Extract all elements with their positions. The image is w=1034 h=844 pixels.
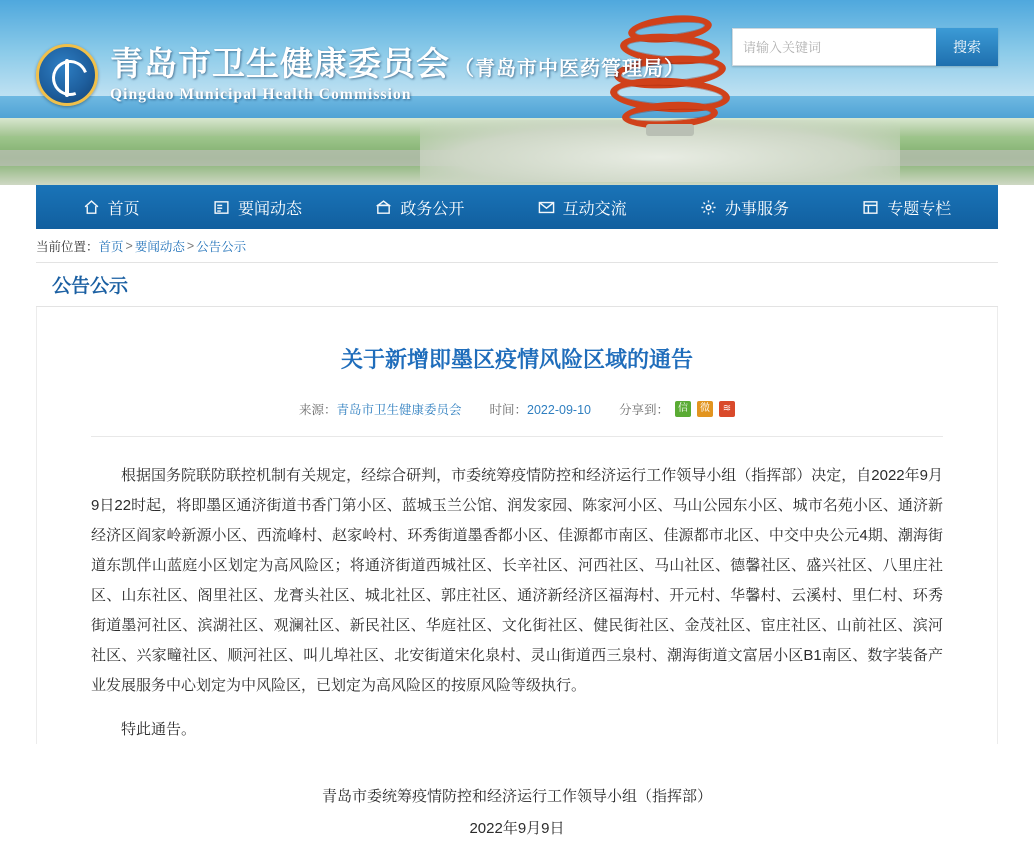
article-title: 关于新增即墨区疫情风险区域的通告 xyxy=(37,307,997,376)
wechat-share-icon[interactable]: 信 xyxy=(675,401,691,417)
breadcrumb-item-notice[interactable]: 公告公示 xyxy=(196,237,246,255)
nav-label-columns: 专题专栏 xyxy=(887,196,951,219)
site-logo[interactable] xyxy=(36,44,685,106)
service-icon xyxy=(700,199,717,216)
breadcrumb-label: 当前位置： xyxy=(36,237,99,255)
weibo-share-icon[interactable]: 微 xyxy=(697,401,713,417)
search-button[interactable]: 搜索 xyxy=(936,28,998,66)
nav-label-news: 要闻动态 xyxy=(238,196,302,219)
rss-share-icon[interactable]: ≋ xyxy=(719,401,735,417)
article-source-label: 来源： xyxy=(299,403,337,417)
article-sign-date: 2022年9月9日 xyxy=(91,813,943,844)
article-source-value: 青岛市卫生健康委员会 xyxy=(337,403,462,417)
article-signature: 青岛市委统筹疫情防控和经济运行工作领导小组（指挥部） xyxy=(91,781,943,813)
news-icon xyxy=(213,199,230,216)
nav-item-gov-open[interactable] xyxy=(365,196,474,219)
main-nav xyxy=(36,185,998,229)
article-time-value: 2022-09-10 xyxy=(527,403,591,417)
nav-item-home[interactable] xyxy=(73,196,150,219)
site-titles xyxy=(110,47,685,103)
nav-label-interaction: 互动交流 xyxy=(563,196,627,219)
nav-item-service[interactable] xyxy=(690,196,799,219)
home-icon xyxy=(83,199,100,216)
nav-item-news[interactable] xyxy=(203,196,312,219)
search-box[interactable] xyxy=(732,28,998,66)
breadcrumb-item-news[interactable]: 要闻动态 xyxy=(135,237,185,255)
site-title-cn-row xyxy=(110,47,685,80)
article-source xyxy=(299,400,462,418)
site-banner xyxy=(0,0,1034,185)
site-title-en: Qingdao Municipal Health Commission xyxy=(110,87,685,103)
breadcrumb-separator-1: > xyxy=(126,239,133,253)
nav-item-interaction[interactable] xyxy=(528,196,637,219)
share-label: 分享到： xyxy=(619,400,669,418)
article-meta xyxy=(37,376,997,418)
section-title: 公告公示 xyxy=(36,263,998,307)
health-commission-emblem-icon xyxy=(36,44,98,106)
nav-label-gov-open: 政务公开 xyxy=(400,196,464,219)
search-input[interactable] xyxy=(732,28,936,66)
article-time xyxy=(490,400,591,418)
nav-label-home: 首页 xyxy=(108,196,140,219)
nav-label-service: 办事服务 xyxy=(725,196,789,219)
article-share xyxy=(619,400,735,418)
site-title-cn: 青岛市卫生健康委员会 xyxy=(110,47,450,80)
article-body xyxy=(37,437,997,844)
gov-open-icon xyxy=(375,199,392,216)
breadcrumb-item-home[interactable]: 首页 xyxy=(99,237,124,255)
message-icon xyxy=(538,199,555,216)
article-signature-block xyxy=(91,759,943,844)
article-paragraph-1: 根据国务院联防联控机制有关规定，经综合研判，市委统筹疫情防控和经济运行工作领导小组（指挥部）决定，自2022年9月9日22时起，将即墨区通济街道书香门第小区、蓝城玉兰公馆、润发家园、陈家河小区、马山公园东小区、城市名苑小区、通济新经济区阎家岭新源小区、西流峰村、赵家岭村、环秀街道墨香都小区、佳源都市南区、佳源都市北区、中交中央公元4期、潮海街道东凯伴山蓝庭小区划定为高风险区；将通济街道西城社区、长辛社区、河西社区、马山社区、德馨社区、盛兴社区、八里庄社区、山东社区、阁里社区、龙膏头社区、城北社区、郭庄社区、通济新经济区福海村、开元村、华馨村、云溪村、里仁村、环秀街道墨河社区、滨湖社区、观澜社区、新民社区、华庭社区、文化街社区、健民街社区、金茂社区、宦庄社区、山前社区、滨河社区、兴家疃社区、顺河社区、叫儿埠社区、北安街道宋化泉村、灵山街道西三泉村、潮海街道文富居小区B1南区、数字装备产业发展服务中心划定为中风险区，已划定为高风险区的按原风险等级执行。 xyxy=(91,461,943,701)
nav-item-columns[interactable] xyxy=(852,196,961,219)
breadcrumb xyxy=(36,229,998,263)
site-title-cn-sub: （青岛市中医药管理局） xyxy=(454,59,685,79)
article-paragraph-2: 特此通告。 xyxy=(91,715,943,745)
article-time-label: 时间： xyxy=(490,403,528,417)
article-container xyxy=(36,307,998,744)
breadcrumb-separator-2: > xyxy=(187,239,194,253)
column-icon xyxy=(862,199,879,216)
